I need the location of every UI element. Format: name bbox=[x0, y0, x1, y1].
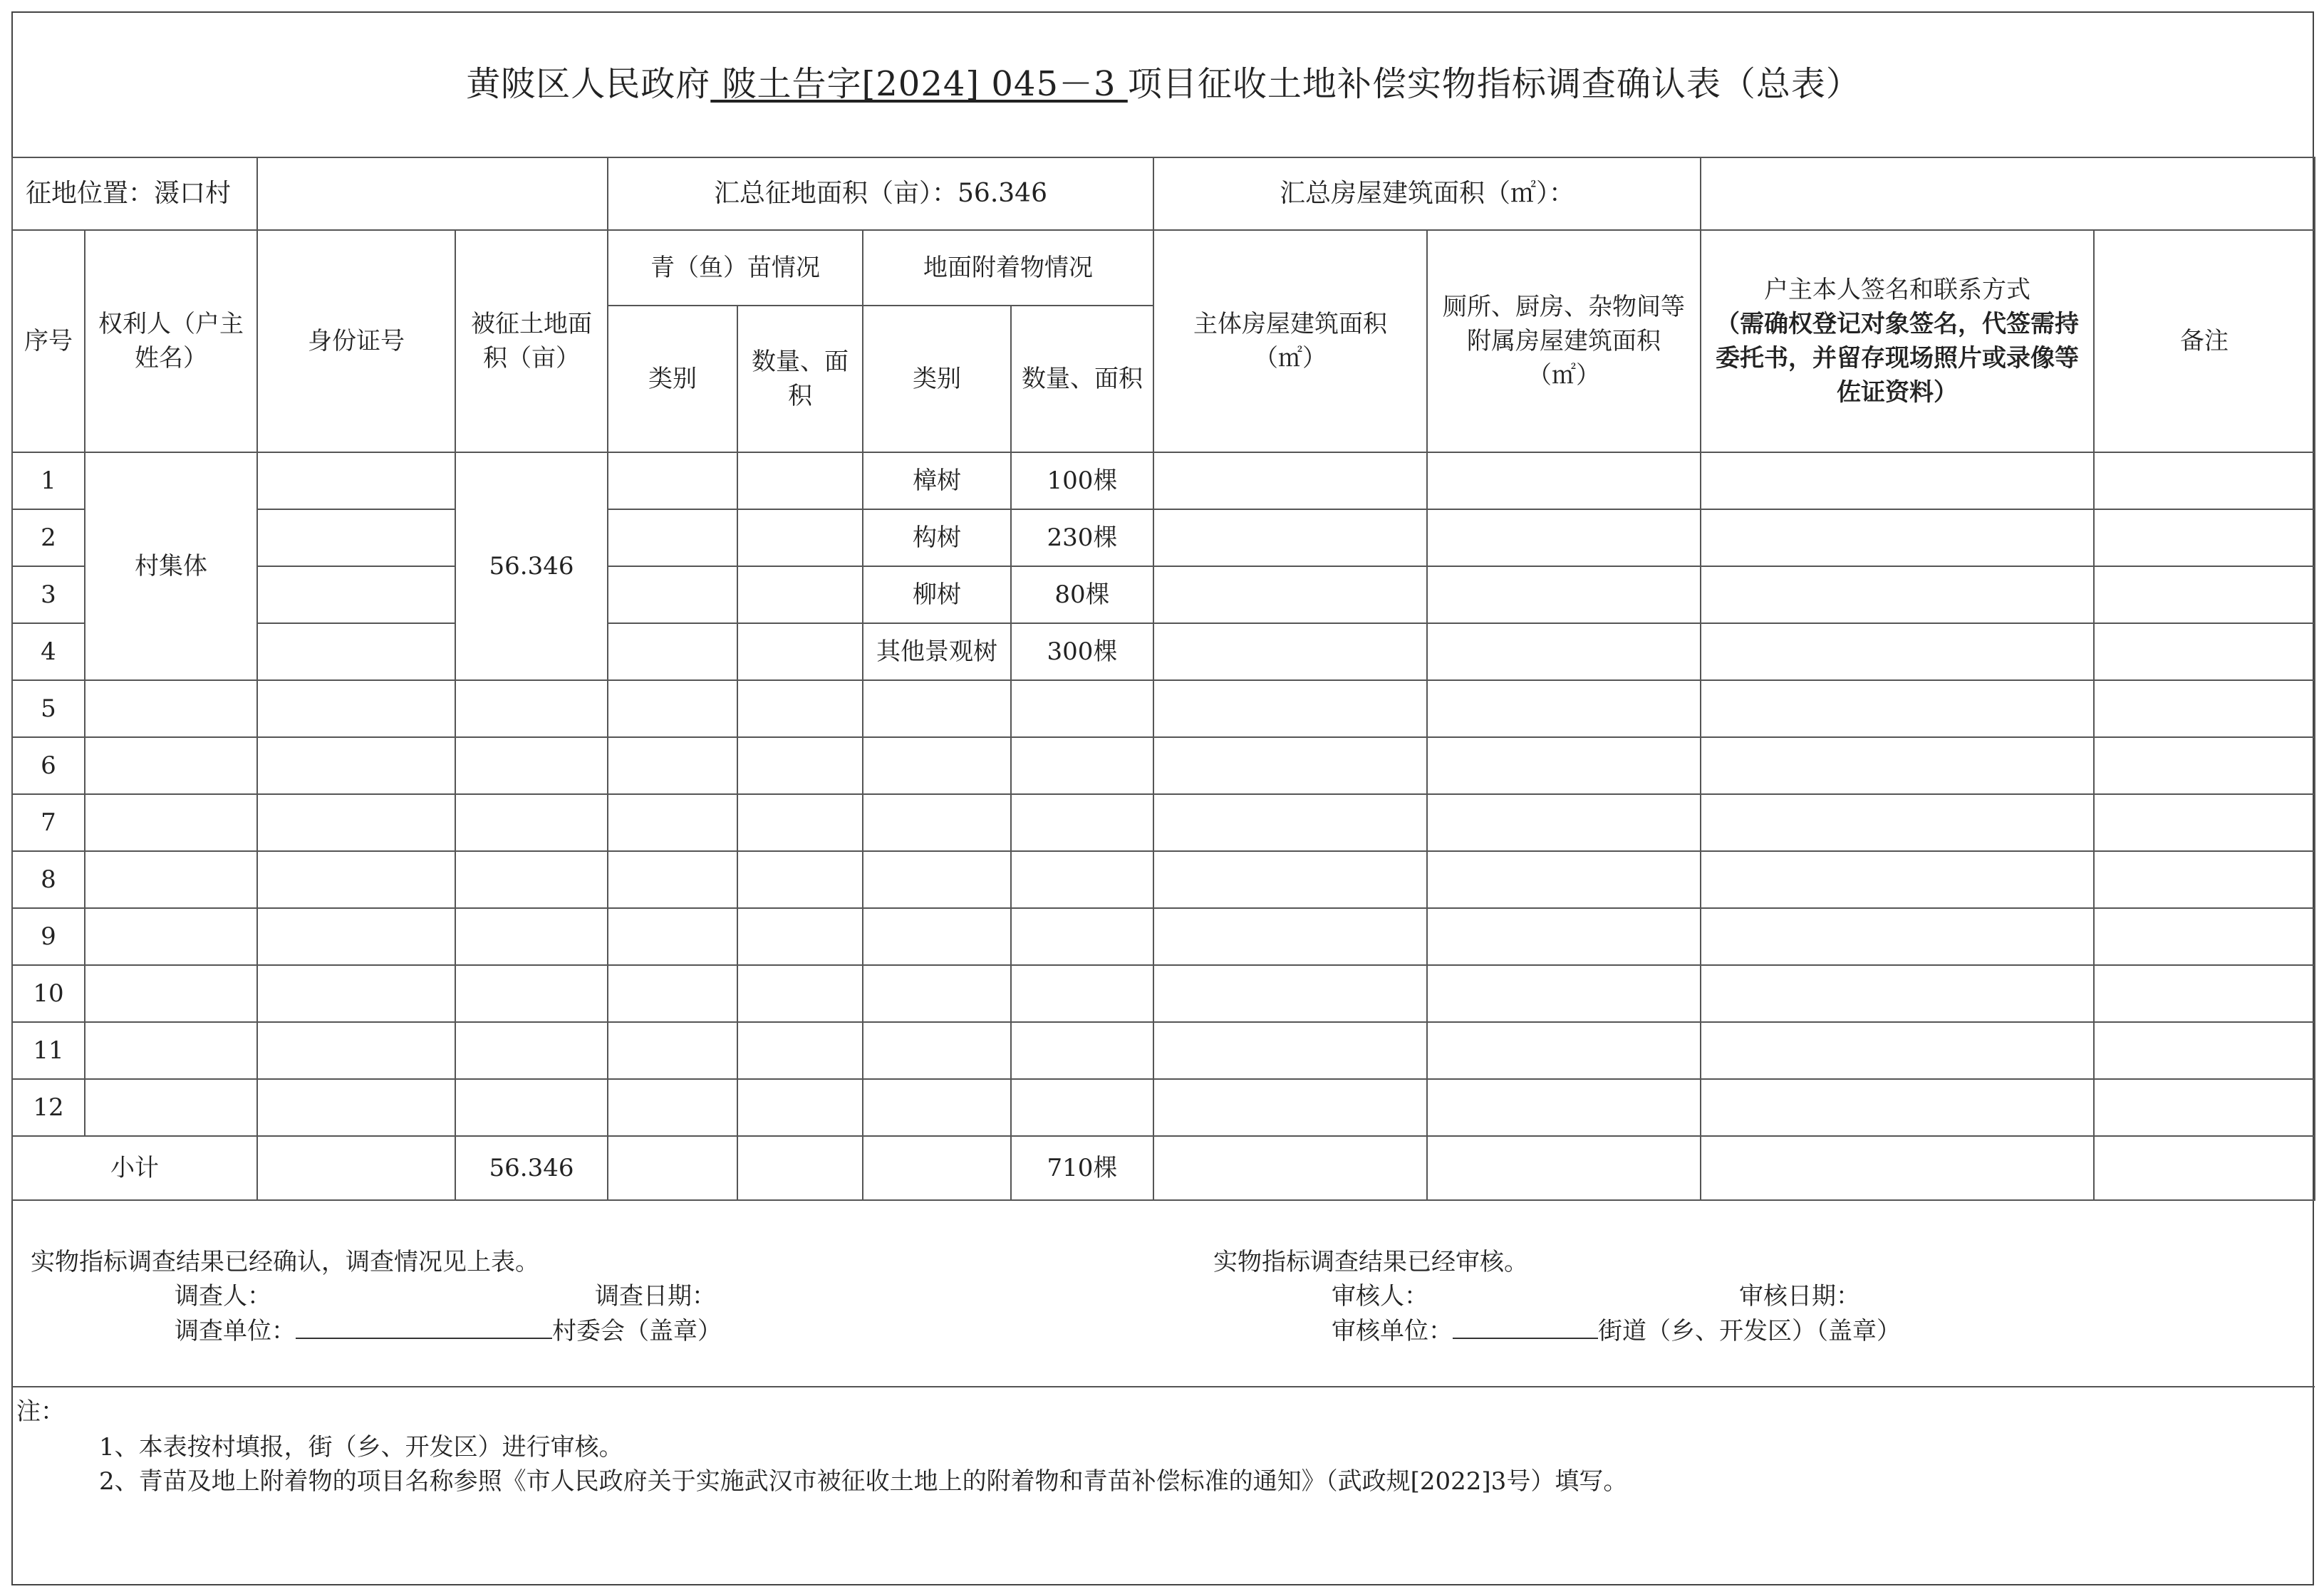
row-seq: 7 bbox=[12, 794, 85, 851]
row-annex[interactable] bbox=[1427, 623, 1701, 680]
row-attachment-category[interactable] bbox=[863, 1022, 1011, 1079]
row-remark[interactable] bbox=[2094, 680, 2315, 737]
row-remark[interactable] bbox=[2094, 908, 2315, 965]
row-annex[interactable] bbox=[1427, 680, 1701, 737]
row-seedling-category[interactable] bbox=[608, 1022, 737, 1079]
notes-section bbox=[12, 1387, 2315, 1580]
header-remark: 备注 bbox=[2094, 230, 2315, 452]
row-owner[interactable] bbox=[85, 1022, 257, 1079]
row-main-house[interactable] bbox=[1153, 1022, 1427, 1079]
header-seedling-category: 类别 bbox=[608, 306, 737, 452]
survey-table bbox=[11, 11, 2315, 1580]
row-seedling-quantity[interactable] bbox=[737, 851, 863, 908]
header-attachment-category: 类别 bbox=[863, 306, 1011, 452]
row-seedling-category[interactable] bbox=[608, 680, 737, 737]
row-seedling-quantity[interactable] bbox=[737, 908, 863, 965]
total-building-area-label: 汇总房屋建筑面积（㎡）： bbox=[1153, 157, 1701, 230]
page-title bbox=[12, 11, 2315, 157]
row-attachment-category[interactable] bbox=[863, 851, 1011, 908]
row-main-house[interactable] bbox=[1153, 452, 1427, 509]
row-attachment-category[interactable] bbox=[863, 1079, 1011, 1136]
row-annex[interactable] bbox=[1427, 1022, 1701, 1079]
row-attachment-category: 樟树 bbox=[863, 452, 1011, 509]
notes-label: 注： bbox=[16, 1397, 65, 1426]
row-annex[interactable] bbox=[1427, 794, 1701, 851]
row-annex[interactable] bbox=[1427, 851, 1701, 908]
row-remark[interactable] bbox=[2094, 509, 2315, 566]
title-suffix: 项目征收土地补偿实物指标调查确认表（总表） bbox=[1127, 64, 1861, 104]
row-seq: 6 bbox=[12, 737, 85, 794]
row-id-number[interactable] bbox=[257, 566, 455, 623]
row-owner[interactable] bbox=[85, 965, 257, 1022]
row-owner[interactable] bbox=[85, 1079, 257, 1136]
table-row bbox=[12, 908, 2315, 965]
row-id-number[interactable] bbox=[257, 1022, 455, 1079]
row-remark[interactable] bbox=[2094, 965, 2315, 1022]
row-seedling-category[interactable] bbox=[608, 737, 737, 794]
row-signature[interactable] bbox=[1701, 737, 2094, 794]
row-seedling-quantity[interactable] bbox=[737, 566, 863, 623]
table-row bbox=[12, 794, 2315, 851]
row-seedling-quantity[interactable] bbox=[737, 509, 863, 566]
table-row bbox=[12, 623, 2315, 680]
table-row bbox=[12, 680, 2315, 737]
investigator-label: 调查人： bbox=[175, 1282, 271, 1311]
location-value[interactable] bbox=[257, 157, 608, 230]
header-id-number: 身份证号 bbox=[257, 230, 455, 452]
row-attachment-quantity: 300棵 bbox=[1011, 623, 1153, 680]
subtotal-remark[interactable] bbox=[2094, 1136, 2315, 1200]
review-unit-row bbox=[1332, 1313, 1901, 1348]
subtotal-attachment-category[interactable] bbox=[863, 1136, 1011, 1200]
row-land-area[interactable] bbox=[455, 1022, 608, 1079]
row-seedling-category[interactable] bbox=[608, 1079, 737, 1136]
row-seedling-category[interactable] bbox=[608, 623, 737, 680]
row-land-area[interactable] bbox=[455, 908, 608, 965]
row-attachment-quantity[interactable] bbox=[1011, 794, 1153, 851]
row-seedling-category[interactable] bbox=[608, 566, 737, 623]
row-id-number[interactable] bbox=[257, 680, 455, 737]
row-land-area: 56.346 bbox=[455, 452, 608, 680]
header-signature-main: 户主本人签名和联系方式 bbox=[1764, 276, 2030, 304]
row-id-number[interactable] bbox=[257, 851, 455, 908]
title-prefix: 黄陂区人民政府 bbox=[466, 64, 711, 104]
row-owner[interactable] bbox=[85, 794, 257, 851]
row-seq: 12 bbox=[12, 1079, 85, 1136]
table-row bbox=[12, 965, 2315, 1022]
row-annex[interactable] bbox=[1427, 452, 1701, 509]
row-remark[interactable] bbox=[2094, 1022, 2315, 1079]
row-signature[interactable] bbox=[1701, 680, 2094, 737]
row-attachment-quantity[interactable] bbox=[1011, 1022, 1153, 1079]
village-seal-label: 村委会（盖章） bbox=[552, 1317, 722, 1345]
row-signature[interactable] bbox=[1701, 1022, 2094, 1079]
investigate-unit-label: 调查单位： bbox=[175, 1317, 296, 1345]
row-seedling-quantity[interactable] bbox=[737, 1079, 863, 1136]
review-date-label: 审核日期： bbox=[1739, 1282, 1860, 1311]
row-attachment-quantity[interactable] bbox=[1011, 965, 1153, 1022]
row-attachment-category: 构树 bbox=[863, 509, 1011, 566]
row-attachment-category: 其他景观树 bbox=[863, 623, 1011, 680]
row-seq: 4 bbox=[12, 623, 85, 680]
row-attachment-quantity: 80棵 bbox=[1011, 566, 1153, 623]
row-attachment-quantity: 100棵 bbox=[1011, 452, 1153, 509]
row-land-area[interactable] bbox=[455, 851, 608, 908]
row-land-area[interactable] bbox=[455, 680, 608, 737]
left-confirm-text: 实物指标调查结果已经确认，调查情况见上表。 bbox=[31, 1248, 539, 1276]
row-owner[interactable] bbox=[85, 851, 257, 908]
row-seq: 11 bbox=[12, 1022, 85, 1079]
row-land-area[interactable] bbox=[455, 737, 608, 794]
row-seq: 8 bbox=[12, 851, 85, 908]
row-seedling-quantity[interactable] bbox=[737, 737, 863, 794]
table-row bbox=[12, 851, 2315, 908]
row-attachment-quantity[interactable] bbox=[1011, 680, 1153, 737]
review-unit-field[interactable] bbox=[1453, 1313, 1598, 1339]
row-seq: 1 bbox=[12, 452, 85, 509]
row-seedling-category[interactable] bbox=[608, 908, 737, 965]
row-remark[interactable] bbox=[2094, 737, 2315, 794]
row-id-number[interactable] bbox=[257, 509, 455, 566]
row-main-house[interactable] bbox=[1153, 680, 1427, 737]
table-row bbox=[12, 1079, 2315, 1136]
header-signature-note: （需确权登记对象签名，代签需持委托书，并留存现场照片或录像等佐证资料） bbox=[1716, 310, 2079, 407]
row-annex[interactable] bbox=[1427, 566, 1701, 623]
row-seq: 5 bbox=[12, 680, 85, 737]
row-id-number[interactable] bbox=[257, 623, 455, 680]
row-annex[interactable] bbox=[1427, 1079, 1701, 1136]
row-remark[interactable] bbox=[2094, 794, 2315, 851]
row-attachment-quantity[interactable] bbox=[1011, 851, 1153, 908]
row-attachment-quantity[interactable] bbox=[1011, 737, 1153, 794]
row-id-number[interactable] bbox=[257, 908, 455, 965]
table-row bbox=[12, 1022, 2315, 1079]
row-attachment-quantity[interactable] bbox=[1011, 1079, 1153, 1136]
total-building-area-value[interactable] bbox=[1701, 157, 2315, 230]
row-seedling-category[interactable] bbox=[608, 452, 737, 509]
row-land-area[interactable] bbox=[455, 965, 608, 1022]
row-id-number[interactable] bbox=[257, 794, 455, 851]
title-doc-number: 陂土告字[2024] 045－3 bbox=[710, 64, 1128, 104]
row-owner[interactable] bbox=[85, 737, 257, 794]
row-signature[interactable] bbox=[1701, 851, 2094, 908]
subtotal-seedling-category[interactable] bbox=[608, 1136, 737, 1200]
subtotal-main-house[interactable] bbox=[1153, 1136, 1427, 1200]
row-annex[interactable] bbox=[1427, 737, 1701, 794]
row-id-number[interactable] bbox=[257, 965, 455, 1022]
row-main-house[interactable] bbox=[1153, 566, 1427, 623]
row-attachment-category[interactable] bbox=[863, 908, 1011, 965]
row-main-house[interactable] bbox=[1153, 1079, 1427, 1136]
header-owner: 权利人（户主姓名） bbox=[85, 230, 257, 452]
row-main-house[interactable] bbox=[1153, 794, 1427, 851]
row-main-house[interactable] bbox=[1153, 908, 1427, 965]
row-id-number[interactable] bbox=[257, 452, 455, 509]
row-main-house[interactable] bbox=[1153, 509, 1427, 566]
row-seedling-quantity[interactable] bbox=[737, 965, 863, 1022]
right-confirm-text: 实物指标调查结果已经审核。 bbox=[1213, 1248, 1528, 1276]
row-attachment-quantity[interactable] bbox=[1011, 908, 1153, 965]
row-attachment-category[interactable] bbox=[863, 680, 1011, 737]
row-remark[interactable] bbox=[2094, 851, 2315, 908]
row-land-area[interactable] bbox=[455, 1079, 608, 1136]
row-main-house[interactable] bbox=[1153, 737, 1427, 794]
total-land-area: 汇总征地面积（亩）：56.346 bbox=[608, 157, 1153, 230]
row-remark[interactable] bbox=[2094, 1079, 2315, 1136]
row-seq: 2 bbox=[12, 509, 85, 566]
table-row bbox=[12, 737, 2315, 794]
subtotal-signature[interactable] bbox=[1701, 1136, 2094, 1200]
row-remark[interactable] bbox=[2094, 623, 2315, 680]
subtotal-annex[interactable] bbox=[1427, 1136, 1701, 1200]
row-signature[interactable] bbox=[1701, 965, 2094, 1022]
table-row bbox=[12, 509, 2315, 566]
row-seedling-category[interactable] bbox=[608, 794, 737, 851]
table-row bbox=[12, 452, 2315, 509]
row-signature[interactable] bbox=[1701, 794, 2094, 851]
reviewer-label: 审核人： bbox=[1332, 1282, 1428, 1311]
row-seedling-quantity[interactable] bbox=[737, 680, 863, 737]
table-row bbox=[12, 566, 2315, 623]
investigate-unit-row bbox=[175, 1313, 722, 1348]
row-remark[interactable] bbox=[2094, 452, 2315, 509]
location-label: 征地位置：滠口村 bbox=[12, 157, 257, 230]
row-seedling-quantity[interactable] bbox=[737, 1022, 863, 1079]
subtotal-id[interactable] bbox=[257, 1136, 455, 1200]
row-seq: 3 bbox=[12, 566, 85, 623]
investigate-date-label: 调查日期： bbox=[595, 1282, 716, 1311]
header-attachment: 地面附着物情况 bbox=[863, 230, 1153, 306]
row-attachment-category[interactable] bbox=[863, 737, 1011, 794]
signoff-section bbox=[12, 1200, 2315, 1387]
row-annex[interactable] bbox=[1427, 908, 1701, 965]
header-attachment-quantity: 数量、面积 bbox=[1011, 306, 1153, 452]
row-signature[interactable] bbox=[1701, 509, 2094, 566]
subtotal-attachment-quantity: 710棵 bbox=[1011, 1136, 1153, 1200]
row-owner[interactable] bbox=[85, 908, 257, 965]
header-main-house-area: 主体房屋建筑面积（㎡） bbox=[1153, 230, 1427, 452]
header-seedling: 青（鱼）苗情况 bbox=[608, 230, 863, 306]
row-remark[interactable] bbox=[2094, 566, 2315, 623]
note-item-1: 1、本表按村填报，街（乡、开发区）进行审核。 bbox=[99, 1433, 623, 1462]
row-signature[interactable] bbox=[1701, 566, 2094, 623]
row-attachment-category[interactable] bbox=[863, 794, 1011, 851]
row-seedling-category[interactable] bbox=[608, 509, 737, 566]
row-seedling-quantity[interactable] bbox=[737, 794, 863, 851]
row-id-number[interactable] bbox=[257, 737, 455, 794]
row-owner[interactable] bbox=[85, 680, 257, 737]
row-signature[interactable] bbox=[1701, 452, 2094, 509]
row-main-house[interactable] bbox=[1153, 965, 1427, 1022]
row-seedling-quantity[interactable] bbox=[737, 452, 863, 509]
investigate-unit-field[interactable] bbox=[296, 1313, 552, 1339]
note-item-2: 2、青苗及地上附着物的项目名称参照《市人民政府关于实施武汉市被征收土地上的附着物和青苗补偿标准的通知》（武政规[2022]3号）填写。 bbox=[99, 1467, 1628, 1496]
row-owner: 村集体 bbox=[85, 452, 257, 680]
header-seedling-quantity: 数量、面积 bbox=[737, 306, 863, 452]
header-land-area: 被征土地面积（亩） bbox=[455, 230, 608, 452]
review-unit-label: 审核单位： bbox=[1332, 1317, 1453, 1345]
row-annex[interactable] bbox=[1427, 965, 1701, 1022]
row-seedling-quantity[interactable] bbox=[737, 623, 863, 680]
row-seq: 9 bbox=[12, 908, 85, 965]
row-id-number[interactable] bbox=[257, 1079, 455, 1136]
row-attachment-quantity: 230棵 bbox=[1011, 509, 1153, 566]
row-main-house[interactable] bbox=[1153, 851, 1427, 908]
row-attachment-category[interactable] bbox=[863, 965, 1011, 1022]
subtotal-label: 小计 bbox=[12, 1136, 257, 1200]
subtotal-land-area: 56.346 bbox=[455, 1136, 608, 1200]
row-signature[interactable] bbox=[1701, 908, 2094, 965]
row-signature[interactable] bbox=[1701, 1079, 2094, 1136]
row-seedling-category[interactable] bbox=[608, 851, 737, 908]
header-seq: 序号 bbox=[12, 230, 85, 452]
row-annex[interactable] bbox=[1427, 509, 1701, 566]
street-seal-label: 街道（乡、开发区）（盖章） bbox=[1598, 1317, 1901, 1345]
row-seq: 10 bbox=[12, 965, 85, 1022]
row-land-area[interactable] bbox=[455, 794, 608, 851]
row-seedling-category[interactable] bbox=[608, 965, 737, 1022]
row-attachment-category: 柳树 bbox=[863, 566, 1011, 623]
row-main-house[interactable] bbox=[1153, 623, 1427, 680]
subtotal-seedling-quantity[interactable] bbox=[737, 1136, 863, 1200]
row-signature[interactable] bbox=[1701, 623, 2094, 680]
header-signature bbox=[1701, 230, 2094, 452]
header-annex-area: 厕所、厨房、杂物间等附属房屋建筑面积（㎡） bbox=[1427, 230, 1701, 452]
